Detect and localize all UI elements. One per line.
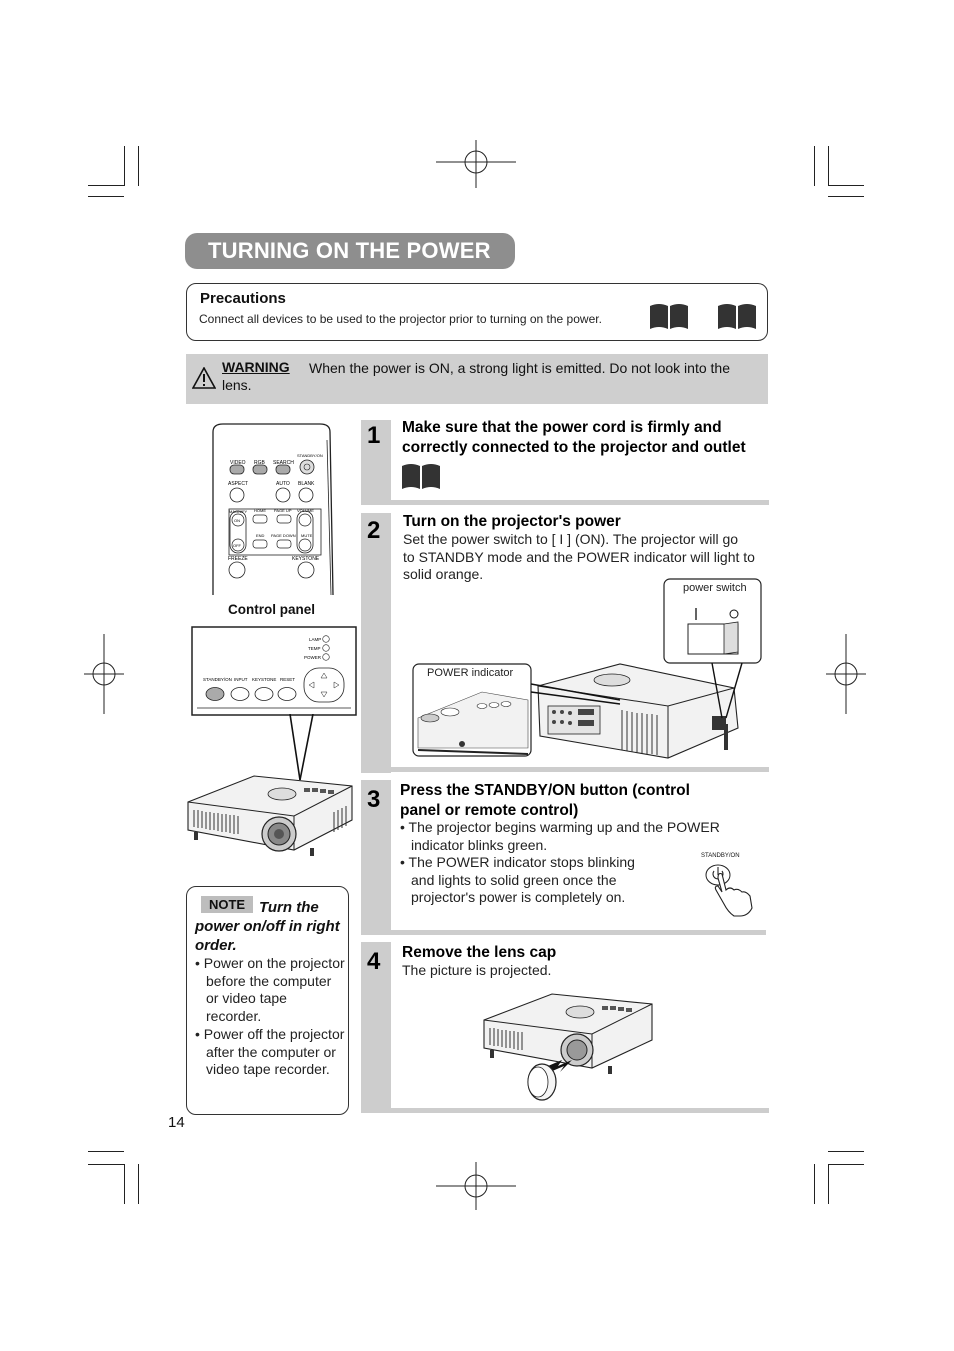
step-3-number: 3 [367, 786, 381, 813]
warning-label: WARNING [222, 359, 290, 375]
svg-text:MUTE: MUTE [301, 533, 313, 538]
precautions-text: Connect all devices to be used to the projector prior to turning on the power. [199, 312, 602, 326]
step-4-underline [361, 1108, 769, 1113]
control-panel-illustration [191, 626, 357, 716]
projector-illustration [184, 772, 356, 860]
note-list [195, 955, 345, 1079]
svg-text:PAGE UP: PAGE UP [274, 508, 292, 513]
svg-text:VOLUME: VOLUME [297, 508, 314, 513]
book-icon [401, 462, 441, 490]
svg-text:MAGNIFY: MAGNIFY [229, 509, 248, 514]
step-1-underline [361, 500, 769, 505]
warning-text: When the power is ON, a strong light is emitted. Do not look into the [309, 360, 730, 376]
svg-text:INPUT: INPUT [234, 677, 248, 682]
note-badge: NOTE [201, 896, 253, 913]
svg-text:FREEZE: FREEZE [228, 556, 248, 562]
svg-text:KEYSTONE: KEYSTONE [252, 677, 277, 682]
power-switch-label: power switch [683, 582, 747, 594]
svg-text:STANDBY/ON: STANDBY/ON [297, 453, 323, 458]
precautions-title: Precautions [200, 290, 286, 307]
control-panel-label: Control panel [228, 602, 315, 617]
step-1-title: Make sure that the power cord is firmly and correctly connected to the projector and outlet [402, 419, 746, 456]
svg-text:OFF: OFF [233, 543, 241, 548]
svg-text:KEYSTONE: KEYSTONE [292, 556, 320, 562]
registration-mark-right [826, 634, 866, 714]
step-2-number: 2 [367, 517, 381, 544]
remote-control-illustration [205, 420, 340, 595]
step-4-body: The picture is projected. [402, 962, 552, 978]
power-indicator-label: POWER indicator [427, 667, 514, 679]
page-number: 14 [168, 1114, 185, 1131]
step-2-bar [361, 513, 391, 773]
svg-text:RGB: RGB [254, 460, 265, 466]
svg-text:BLANK: BLANK [298, 481, 315, 487]
page-title: TURNING ON THE POWER [208, 238, 491, 263]
standby-button-press-icon [700, 860, 756, 918]
warning-text-continued: lens. [222, 377, 252, 393]
svg-text:ON: ON [234, 518, 240, 523]
warning-triangle-icon [192, 367, 216, 389]
svg-text:TEMP: TEMP [308, 646, 321, 651]
step-1-number: 1 [367, 422, 381, 449]
step-3-title: Press the STANDBY/ON button (control panel or remote control) [400, 782, 690, 819]
svg-text:POWER: POWER [304, 655, 322, 660]
svg-text:HOME: HOME [254, 508, 266, 513]
note-title: Turn the power on/off in right order. [195, 899, 340, 954]
standby-label: STANDBY/ON [701, 853, 740, 859]
list-item: • Power off the projector after the computer or video tape recorder. [195, 1025, 345, 1078]
svg-text:ASPECT: ASPECT [228, 481, 249, 487]
step-4-number: 4 [367, 948, 381, 975]
registration-mark-left [84, 634, 124, 714]
svg-text:PAGE DOWN: PAGE DOWN [271, 533, 296, 538]
svg-text:END: END [256, 533, 265, 538]
step-2-title: Turn on the projector's power [403, 513, 621, 530]
step-4-title: Remove the lens cap [402, 944, 557, 961]
step-2-body: Set the power switch to [ I ] (ON). The projector will go to STANDBY mode and the POWER indicator will light to solid orange. [403, 531, 755, 582]
registration-mark-top [436, 140, 516, 188]
svg-text:RESET: RESET [280, 677, 296, 682]
svg-text:VIDEO: VIDEO [230, 460, 246, 466]
registration-mark-bottom [436, 1162, 516, 1210]
svg-text:LAMP: LAMP [309, 637, 322, 642]
svg-text:SEARCH: SEARCH [273, 460, 294, 466]
book-icon [649, 302, 689, 330]
step-3-body: • The projector begins warming up and the POWER indicator blinks green. • The POWER indicator stops blinking and lights to solid green once the projector's power is completely on. [400, 819, 720, 905]
svg-text:AUTO: AUTO [276, 481, 290, 487]
svg-text:STANDBY/ON: STANDBY/ON [203, 677, 232, 682]
projector-lens-cap-illustration [480, 990, 658, 1102]
book-icon [717, 302, 757, 330]
step-2-underline [361, 767, 769, 772]
list-item: • Power on the projector before the computer or video tape recorder. [195, 955, 345, 1025]
step-3-underline [361, 930, 766, 935]
